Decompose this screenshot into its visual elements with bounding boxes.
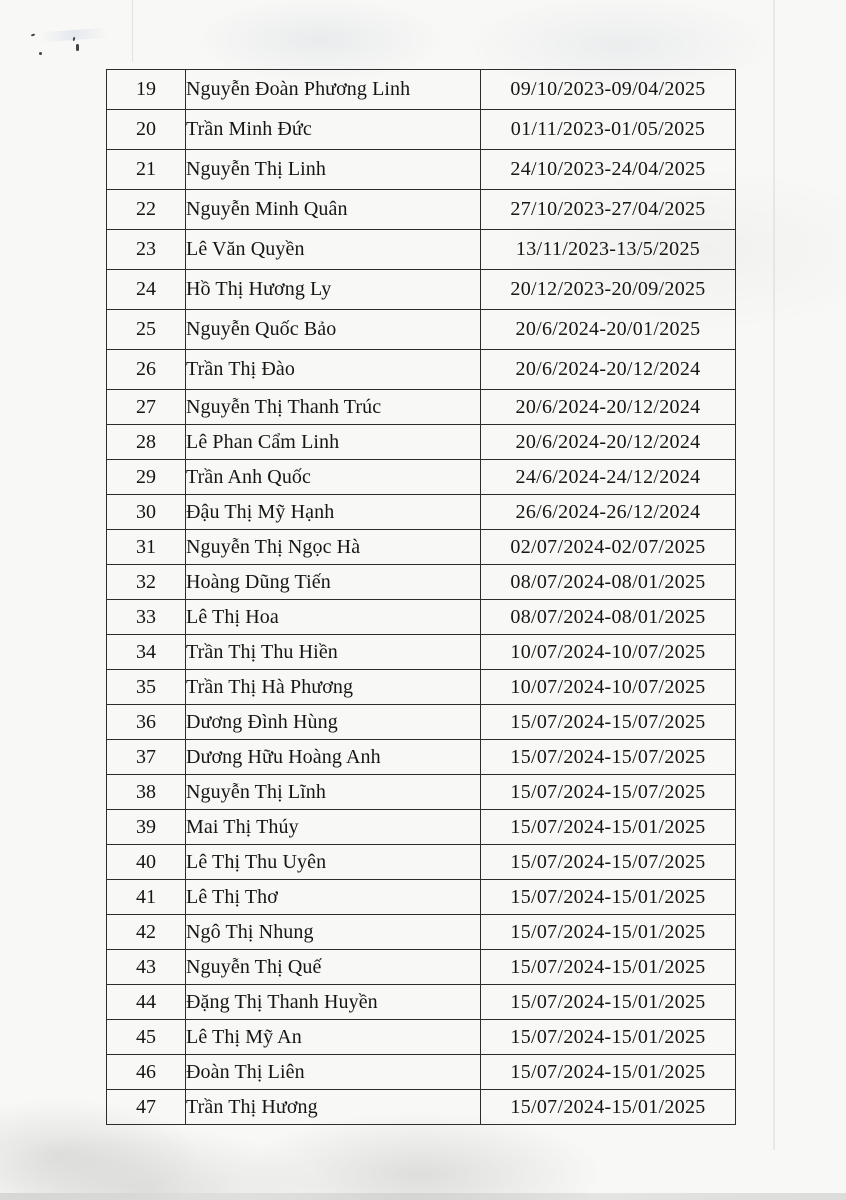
table-row — [107, 670, 736, 705]
member-name-cell: Nguyễn Thị Linh — [186, 150, 481, 190]
row-number-cell: 25 — [107, 310, 186, 350]
table-row — [107, 600, 736, 635]
member-name-cell: Trần Minh Đức — [186, 110, 481, 150]
row-number-cell: 23 — [107, 230, 186, 270]
table-row — [107, 950, 736, 985]
duty-period-cell: 15/07/2024-15/01/2025 — [481, 810, 736, 845]
member-name-cell: Mai Thị Thúy — [186, 810, 481, 845]
table-row — [107, 495, 736, 530]
member-name-cell: Dương Đình Hùng — [186, 705, 481, 740]
duty-period-cell: 08/07/2024-08/01/2025 — [481, 600, 736, 635]
member-name-cell: Lê Văn Quyền — [186, 230, 481, 270]
row-number-cell: 19 — [107, 70, 186, 110]
table-row — [107, 150, 736, 190]
member-name-cell: Ngô Thị Nhung — [186, 915, 481, 950]
duty-period-cell: 15/07/2024-15/01/2025 — [481, 1020, 736, 1055]
table-row — [107, 1020, 736, 1055]
duty-period-cell: 15/07/2024-15/01/2025 — [481, 985, 736, 1020]
row-number-cell: 29 — [107, 460, 186, 495]
duty-period-cell: 15/07/2024-15/07/2025 — [481, 775, 736, 810]
row-number-cell: 45 — [107, 1020, 186, 1055]
duty-period-cell: 15/07/2024-15/01/2025 — [481, 880, 736, 915]
table-row — [107, 350, 736, 390]
member-name-cell: Hoàng Dũng Tiến — [186, 565, 481, 600]
row-number-cell: 24 — [107, 270, 186, 310]
table-row — [107, 775, 736, 810]
duty-period-cell: 20/6/2024-20/12/2024 — [481, 390, 736, 425]
row-number-cell: 37 — [107, 740, 186, 775]
duty-period-cell: 15/07/2024-15/01/2025 — [481, 950, 736, 985]
pencil-speck — [39, 52, 42, 55]
row-number-cell: 26 — [107, 350, 186, 390]
member-name-cell: Lê Phan Cẩm Linh — [186, 425, 481, 460]
row-number-cell: 38 — [107, 775, 186, 810]
row-number-cell: 33 — [107, 600, 186, 635]
table-row — [107, 635, 736, 670]
table-row — [107, 740, 736, 775]
member-name-cell: Hồ Thị Hương Ly — [186, 270, 481, 310]
member-name-cell: Lê Thị Thơ — [186, 880, 481, 915]
table-row — [107, 110, 736, 150]
row-number-cell: 42 — [107, 915, 186, 950]
duty-period-cell: 02/07/2024-02/07/2025 — [481, 530, 736, 565]
table-row — [107, 270, 736, 310]
table-row — [107, 985, 736, 1020]
row-number-cell: 31 — [107, 530, 186, 565]
member-name-cell: Lê Thị Mỹ An — [186, 1020, 481, 1055]
duty-period-cell: 13/11/2023-13/5/2025 — [481, 230, 736, 270]
duty-period-cell: 24/10/2023-24/04/2025 — [481, 150, 736, 190]
row-number-cell: 21 — [107, 150, 186, 190]
member-name-cell: Nguyễn Thị Lĩnh — [186, 775, 481, 810]
row-number-cell: 32 — [107, 565, 186, 600]
member-name-cell: Lê Thị Hoa — [186, 600, 481, 635]
duty-period-cell: 24/6/2024-24/12/2024 — [481, 460, 736, 495]
member-name-cell: Nguyễn Thị Ngọc Hà — [186, 530, 481, 565]
duty-period-cell: 10/07/2024-10/07/2025 — [481, 670, 736, 705]
member-name-cell: Đậu Thị Mỹ Hạnh — [186, 495, 481, 530]
member-name-cell: Trần Thị Đào — [186, 350, 481, 390]
table-row — [107, 70, 736, 110]
duty-roster-body — [107, 70, 736, 1125]
table-row — [107, 460, 736, 495]
row-number-cell: 47 — [107, 1090, 186, 1125]
duty-period-cell: 09/10/2023-09/04/2025 — [481, 70, 736, 110]
duty-period-cell: 15/07/2024-15/01/2025 — [481, 915, 736, 950]
row-number-cell: 34 — [107, 635, 186, 670]
member-name-cell: Trần Thị Hương — [186, 1090, 481, 1125]
duty-period-cell: 27/10/2023-27/04/2025 — [481, 190, 736, 230]
table-row — [107, 530, 736, 565]
table-row — [107, 425, 736, 460]
member-name-cell: Nguyễn Quốc Bảo — [186, 310, 481, 350]
member-name-cell: Đoàn Thị Liên — [186, 1055, 481, 1090]
member-name-cell: Trần Anh Quốc — [186, 460, 481, 495]
row-number-cell: 28 — [107, 425, 186, 460]
row-number-cell: 27 — [107, 390, 186, 425]
duty-period-cell: 15/07/2024-15/07/2025 — [481, 705, 736, 740]
member-name-cell: Nguyễn Thị Quế — [186, 950, 481, 985]
duty-period-cell: 20/6/2024-20/01/2025 — [481, 310, 736, 350]
scan-crease-line — [773, 0, 775, 1150]
duty-period-cell: 10/07/2024-10/07/2025 — [481, 635, 736, 670]
duty-period-cell: 15/07/2024-15/07/2025 — [481, 740, 736, 775]
row-number-cell: 44 — [107, 985, 186, 1020]
table-row — [107, 845, 736, 880]
member-name-cell: Lê Thị Thu Uyên — [186, 845, 481, 880]
row-number-cell: 43 — [107, 950, 186, 985]
row-number-cell: 20 — [107, 110, 186, 150]
pencil-speck — [76, 44, 79, 51]
table-row — [107, 390, 736, 425]
table-row — [107, 880, 736, 915]
pencil-speck — [31, 33, 35, 36]
duty-period-cell: 20/6/2024-20/12/2024 — [481, 350, 736, 390]
table-row — [107, 915, 736, 950]
row-number-cell: 36 — [107, 705, 186, 740]
table-row — [107, 810, 736, 845]
duty-period-cell: 01/11/2023-01/05/2025 — [481, 110, 736, 150]
duty-period-cell: 15/07/2024-15/01/2025 — [481, 1055, 736, 1090]
duty-period-cell: 15/07/2024-15/07/2025 — [481, 845, 736, 880]
member-name-cell: Trần Thị Hà Phương — [186, 670, 481, 705]
scan-crease-line — [132, 0, 133, 62]
table-row — [107, 705, 736, 740]
duty-period-cell: 08/07/2024-08/01/2025 — [481, 565, 736, 600]
table-row — [107, 565, 736, 600]
duty-period-cell: 20/6/2024-20/12/2024 — [481, 425, 736, 460]
row-number-cell: 30 — [107, 495, 186, 530]
row-number-cell: 46 — [107, 1055, 186, 1090]
duty-period-cell: 26/6/2024-26/12/2024 — [481, 495, 736, 530]
table-row — [107, 1090, 736, 1125]
scan-bottom-edge — [0, 1193, 846, 1200]
member-name-cell: Đặng Thị Thanh Huyền — [186, 985, 481, 1020]
table-row — [107, 190, 736, 230]
row-number-cell: 22 — [107, 190, 186, 230]
table-row — [107, 1055, 736, 1090]
row-number-cell: 39 — [107, 810, 186, 845]
member-name-cell: Trần Thị Thu Hiền — [186, 635, 481, 670]
pencil-speck — [73, 37, 76, 41]
row-number-cell: 40 — [107, 845, 186, 880]
table-row — [107, 230, 736, 270]
table-row — [107, 310, 736, 350]
member-name-cell: Nguyễn Đoàn Phương Linh — [186, 70, 481, 110]
member-name-cell: Nguyễn Thị Thanh Trúc — [186, 390, 481, 425]
duty-roster-table — [106, 69, 736, 1125]
member-name-cell: Dương Hữu Hoàng Anh — [186, 740, 481, 775]
member-name-cell: Nguyễn Minh Quân — [186, 190, 481, 230]
row-number-cell: 35 — [107, 670, 186, 705]
duty-period-cell: 20/12/2023-20/09/2025 — [481, 270, 736, 310]
row-number-cell: 41 — [107, 880, 186, 915]
duty-period-cell: 15/07/2024-15/01/2025 — [481, 1090, 736, 1125]
